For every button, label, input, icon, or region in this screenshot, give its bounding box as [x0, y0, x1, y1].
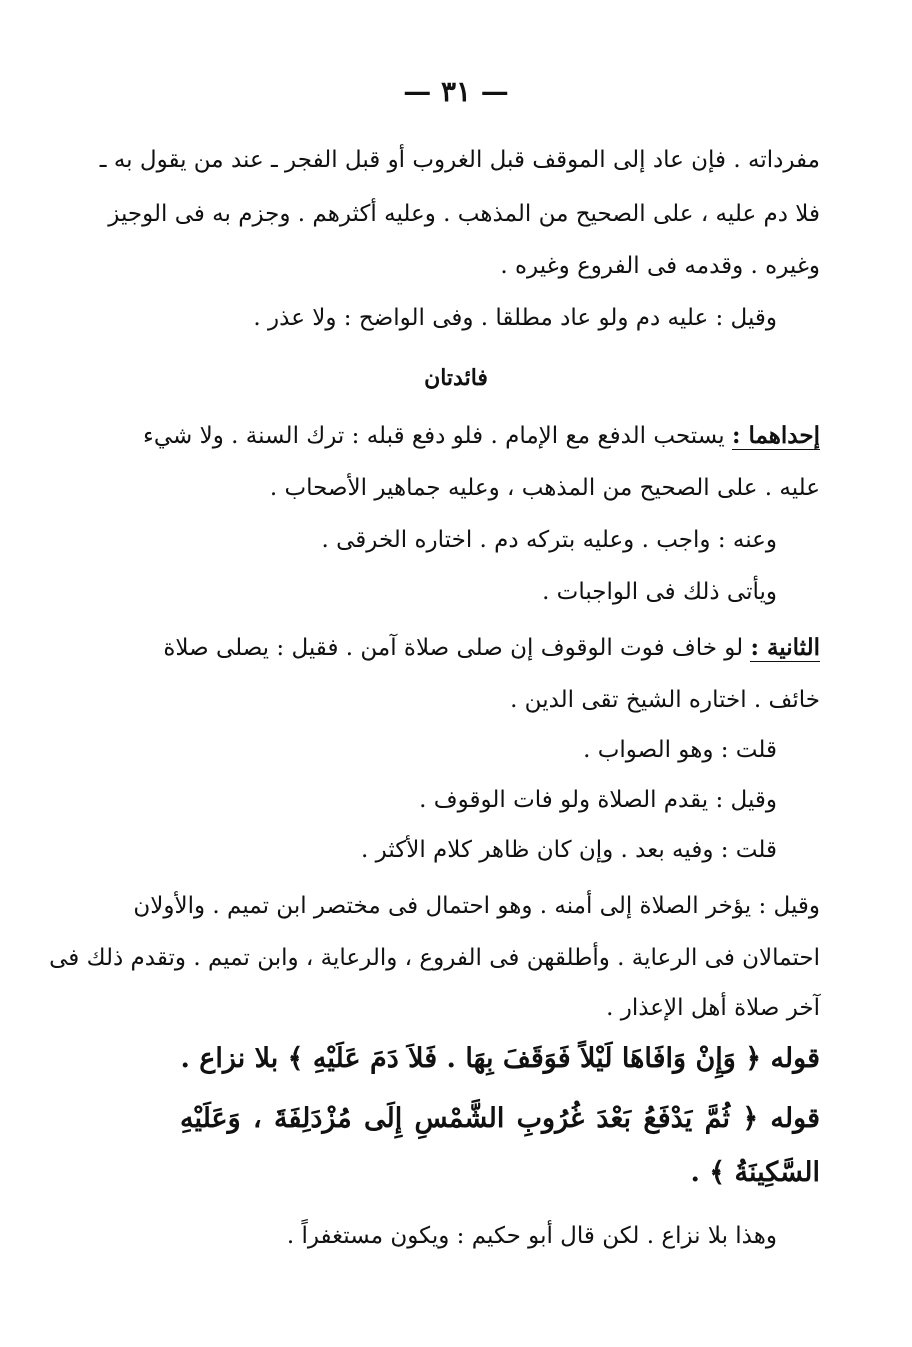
- text-line: ويأتى ذلك فى الواجبات .: [542, 579, 777, 605]
- text-line: [143, 418, 820, 454]
- text-line: قلت : وفيه بعد . وإن كان ظاهر كلام الأكثر .: [361, 837, 777, 863]
- text-line: [163, 630, 820, 666]
- text-line: وقيل : عليه دم ولو عاد مطلقا . وفى الواضح : ولا عذر .: [253, 305, 777, 331]
- quran-line: قوله ﴿ وَإِنْ وَافَاهَا لَيْلاً فَوَقَفَ بِهَا . فَلاَ دَمَ عَلَيْهِ ﴾ بلا نزاع .: [180, 1043, 820, 1074]
- quran-line: قوله ﴿ ثُمَّ يَدْفَعُ بَعْدَ غُرُوبِ الشَّمْسِ إِلَى مُزْدَلِفَةَ ، وَعَلَيْهِ: [180, 1103, 820, 1134]
- text-line: وقيل : يقدم الصلاة ولو فات الوقوف .: [419, 787, 777, 813]
- text-line: وغيره . وقدمه فى الفروع وغيره .: [500, 253, 820, 279]
- section-heading: فائدتان: [424, 365, 488, 391]
- second-label: الثانية :: [750, 634, 820, 661]
- first-label: إحداهما :: [731, 422, 820, 449]
- text-line: قلت : وهو الصواب .: [583, 737, 777, 763]
- text-line: وقيل : يؤخر الصلاة إلى أمنه . وهو احتمال فى مختصر ابن تميم . والأولان: [133, 893, 820, 919]
- text-line: وهذا بلا نزاع . لكن قال أبو حكيم : ويكون مستغفراً .: [286, 1223, 777, 1249]
- first-text: يستحب الدفع مع الإمام . فلو دفع قبله : ترك السنة . ولا شيء: [143, 423, 725, 449]
- text-line: آخر صلاة أهل الإعذار .: [606, 995, 820, 1021]
- text-line: وعنه : واجب . وعليه بتركه دم . اختاره الخرقى .: [321, 527, 777, 553]
- second-text: لو خاف فوت الوقوف إن صلى صلاة آمن . فقيل : يصلى صلاة: [163, 635, 744, 661]
- text-line: مفرداته . فإن عاد إلى الموقف قبل الغروب أو قبل الفجر ـ عند من يقول به ـ: [99, 147, 820, 173]
- page-number: — ٣١ —: [403, 75, 509, 108]
- text-line: احتمالان فى الرعاية . وأطلقهن فى الفروع ، والرعاية ، وابن تميم . وتقدم ذلك فى: [49, 945, 820, 971]
- text-line: خائف . اختاره الشيخ تقى الدين .: [510, 687, 820, 713]
- text-line: عليه . على الصحيح من المذهب ، وعليه جماهير الأصحاب .: [269, 475, 820, 501]
- quran-line: السَّكِينَةُ ﴾ .: [690, 1157, 820, 1188]
- text-line: فلا دم عليه ، على الصحيح من المذهب . وعليه أكثرهم . وجزم به فى الوجيز: [108, 201, 820, 227]
